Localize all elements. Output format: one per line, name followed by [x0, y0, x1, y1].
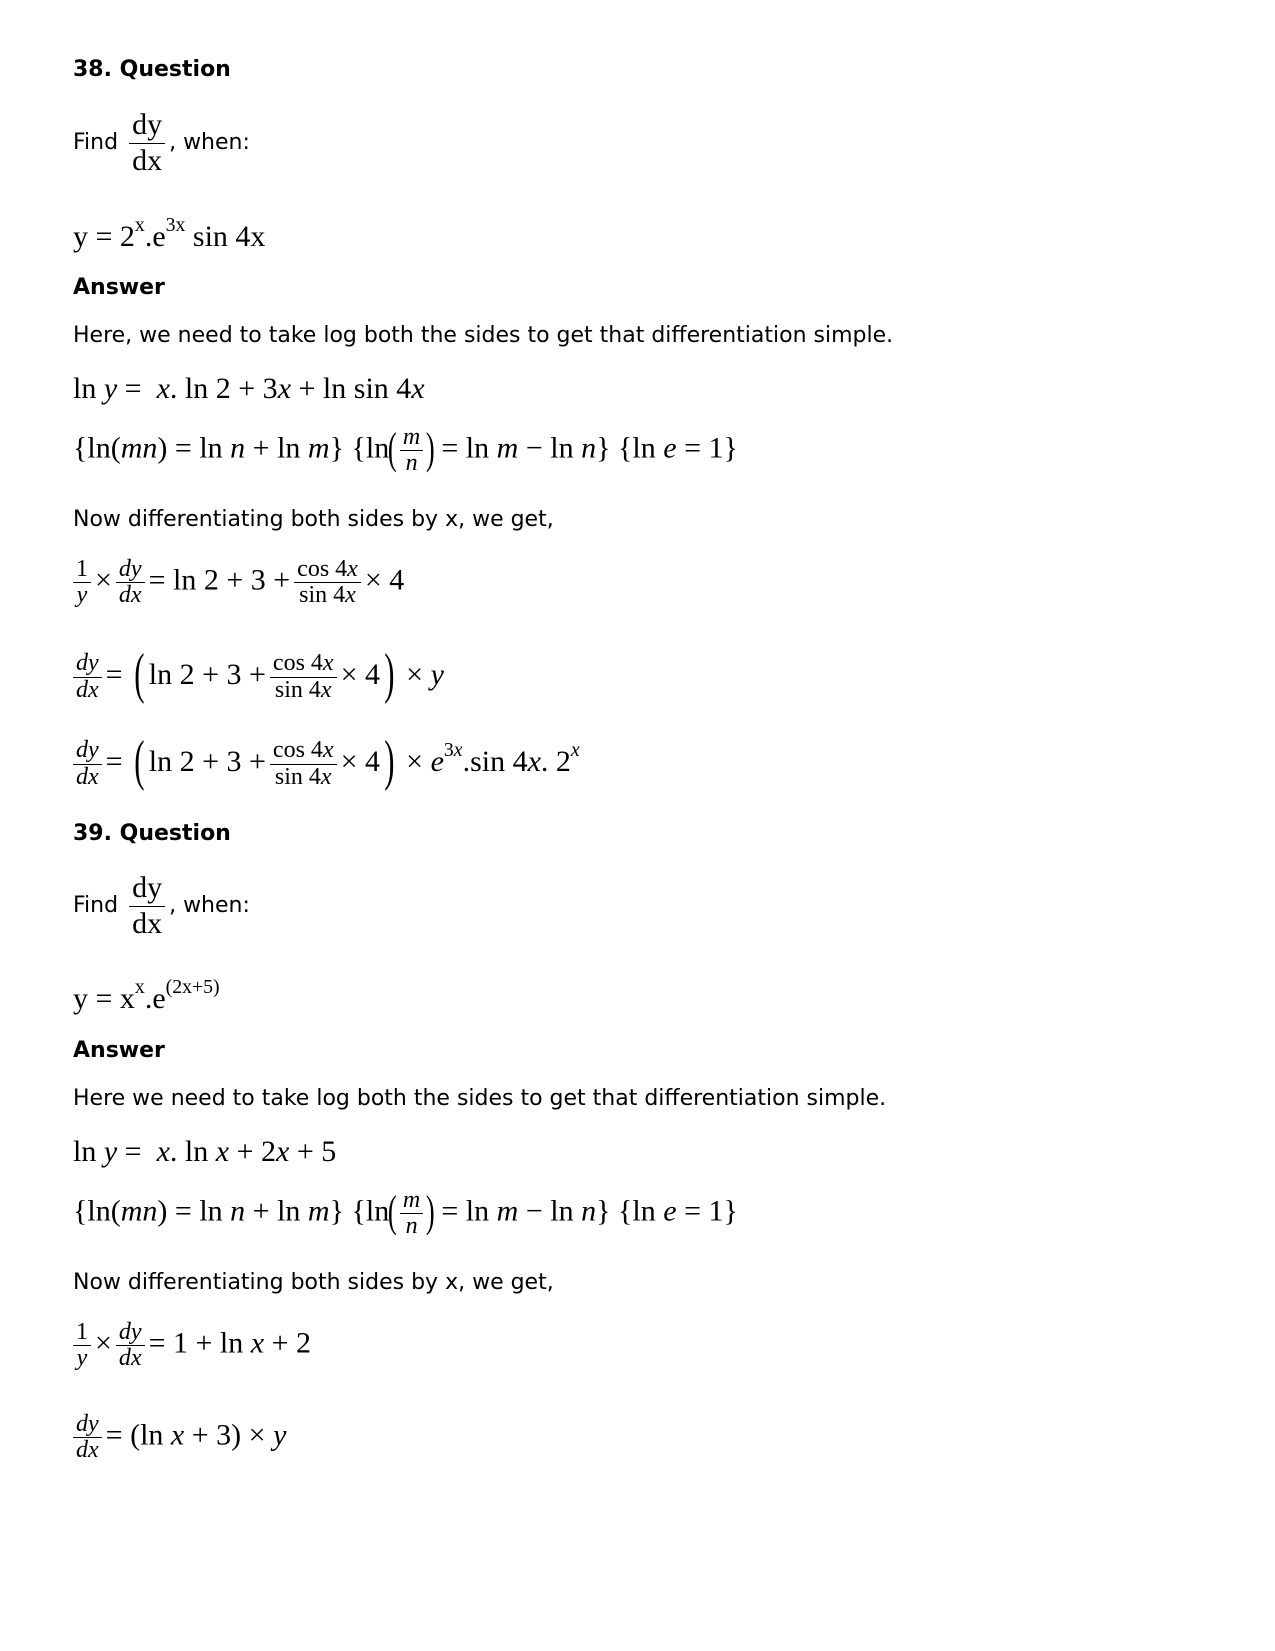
question-39-prompt — [73, 871, 250, 941]
answer-38-step-3: $\frac{dy}{dx}$ = ( ln 2 + 3 + $\frac{\cos 4x}{\sin 4x}$ × $4) \times e^{3x}.\sin$ 4x. 2$^x$ — [73, 735, 580, 793]
question-38-equation: $y = 2^x.e^{3x}$ sin 4x — [73, 214, 266, 253]
fraction-numerator: dy — [129, 108, 165, 144]
answer-39-log-step: ln y = x. ln x + 2x + 5 — [73, 1135, 337, 1168]
fraction-numerator: dy — [129, 871, 165, 907]
find-label: Find — [73, 130, 119, 155]
answer-38-intro: Here, we need to take log both the sides to get that differentiation simple. — [73, 323, 894, 348]
answer-38-step-1: $\frac{1}{y}$ × $\frac{dy}{dx}$ = ln 2 + 3 + $\frac{\cos 4x}{\sin 4x}$ × 4 — [73, 557, 404, 608]
answer-38-diff-text: Now differentiating both sides by x, we get, — [73, 507, 554, 532]
question-38-heading: 38. Question — [73, 57, 231, 82]
answer-39-log-rules: {ln(mn) = ln n + ln m} {ln( $\frac{m}{n}$ ) = ln m − ln n} {ln e = 1} — [73, 1187, 738, 1240]
question-39-heading: 39. Question — [73, 821, 231, 846]
answer-38-log-rules: {ln(mn) = ln n + ln m} {ln( $\frac{m}{n}$ ) = ln m − ln n} {ln e = 1} — [73, 424, 738, 477]
question-39-equation: $y = x^x.e^{(2x+5)}$ — [73, 976, 220, 1015]
answer-39-step-2: $\frac{dy}{dx}$ = (ln x + 3) × y — [73, 1412, 286, 1463]
answer-39-intro: Here we need to take log both the sides to get that differentiation simple. — [73, 1086, 887, 1111]
fraction-denominator: dx — [132, 906, 163, 940]
answer-39-heading: Answer — [73, 1038, 165, 1063]
fraction-denominator: dx — [132, 143, 163, 177]
dy-dx-fraction — [129, 871, 165, 941]
answer-39-diff-text: Now differentiating both sides by x, we get, — [73, 1270, 554, 1295]
question-38-prompt — [73, 108, 250, 178]
dy-dx-fraction — [129, 108, 165, 178]
answer-38-step-2: $\frac{dy}{dx}$ = ( ln 2 + 3 + $\frac{\cos 4x}{\sin 4x}$ × 4) × y — [73, 648, 444, 706]
find-label: Find — [73, 893, 119, 918]
answer-38-log-step: ln y = x. ln 2 + 3x + ln sin 4x — [73, 372, 425, 405]
when-label: , when: — [169, 130, 250, 155]
answer-39-step-1: $\frac{1}{y}$ × $\frac{dy}{dx}$ = 1 + ln x + 2 — [73, 1320, 311, 1371]
answer-38-heading: Answer — [73, 275, 165, 300]
when-label: , when: — [169, 893, 250, 918]
